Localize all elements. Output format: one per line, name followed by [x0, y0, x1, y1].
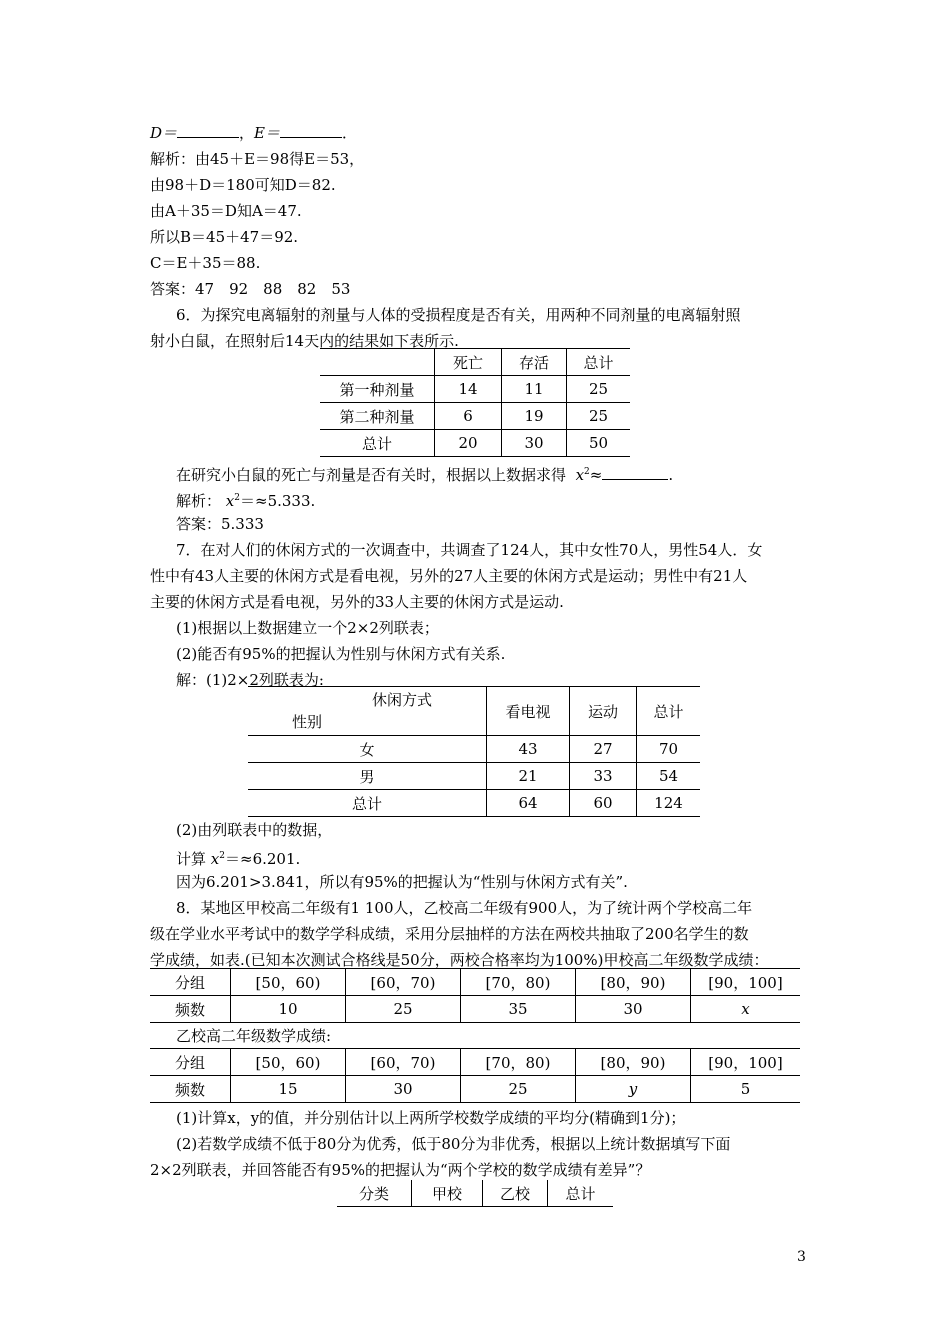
question-6-analysis: 解析： $x^2=\approx 5.333$.	[176, 492, 316, 510]
table-school-a-scores	[150, 968, 800, 1023]
question-8-text: (2)若数学成绩不低于80分为优秀，低于80分为非优秀，根据以上统计数据填写下面	[176, 1135, 731, 1153]
table-radiation	[320, 348, 630, 457]
table-cell: 35	[461, 996, 576, 1023]
table-classification	[337, 1180, 613, 1207]
table-cell: 43	[487, 736, 570, 763]
table-cell: 20	[435, 430, 502, 457]
table-cell: [90，100]	[691, 1049, 801, 1076]
text-line: 解析：由45＋E＝98得E＝53，	[150, 150, 365, 168]
question-8-text: 级在学业水平考试中的数学学科成绩，采用分层抽样的方法在两校共抽取了200名学生的数	[150, 925, 749, 943]
question-7-solution: 解：(1)2×2列联表为:	[176, 671, 324, 689]
table-cell: 5	[691, 1076, 801, 1103]
table-cell: 存活	[502, 349, 567, 376]
text-line: 所以B＝45＋47＝92.	[150, 228, 299, 246]
question-7-text: 7．在对人们的休闲方式的一次调查中，共调查了124人，其中女性70人，男性54人．女	[176, 541, 763, 559]
table-cell: [50，60)	[231, 1049, 346, 1076]
table-cell: 124	[637, 790, 701, 817]
table-cell: 甲校	[412, 1180, 483, 1207]
table-cell: 50	[567, 430, 631, 457]
table-cell: 15	[231, 1076, 346, 1103]
question-6-text: 6．为探究电离辐射的剂量与人体的受损程度是否有关，用两种不同剂量的电离辐射照	[176, 306, 741, 324]
table-cell: 21	[487, 763, 570, 790]
table-cell: 30	[346, 1076, 461, 1103]
question-6-text: 射小白鼠，在照射后14天内的结果如下表所示.	[150, 332, 459, 350]
table-cell: 64	[487, 790, 570, 817]
table-cell: 分组	[150, 1049, 231, 1076]
question-7-solution: 因为6.201>3.841，所以有95%的把握认为“性别与休闲方式有关”.	[176, 873, 628, 891]
question-6-text: 在研究小白鼠的死亡与剂量是否有关时，根据以上数据求得 $x^2\approx$ .	[176, 466, 674, 484]
table-cell: 第二种剂量	[320, 403, 435, 430]
table-cell: 看电视	[487, 687, 570, 736]
text-line: C＝E＋35＝88.	[150, 254, 261, 272]
table-cell: [80，90)	[576, 969, 691, 996]
text-line: D＝ ，E＝ ．	[150, 124, 358, 142]
table-cell: 25	[461, 1076, 576, 1103]
table-cell: 60	[570, 790, 637, 817]
question-6-answer: 答案：5.333	[176, 515, 264, 533]
text-line: 由98＋D＝180可知D＝82.	[150, 176, 336, 194]
question-7-solution: (2)由列联表中的数据，	[176, 821, 333, 839]
question-8-text: 2×2列联表，并回答能否有95%的把握认为“两个学校的数学成绩有差异”？	[150, 1161, 651, 1179]
table-cell: x	[691, 996, 801, 1023]
table-cell: 25	[346, 996, 461, 1023]
page-number: 3	[797, 1249, 806, 1265]
table-corner-cell: 休闲方式 性别	[248, 687, 487, 736]
question-8-text: 乙校高二年级数学成绩:	[176, 1027, 332, 1045]
table-cell: 总计	[248, 790, 487, 817]
table-cell: [80，90)	[576, 1049, 691, 1076]
table-cell	[320, 349, 435, 376]
table-cell: 分类	[337, 1180, 412, 1207]
table-cell: 33	[570, 763, 637, 790]
table-cell: 19	[502, 403, 567, 430]
text-line: 由A＋35＝D知A＝47.	[150, 202, 302, 220]
question-8-text: 学成绩，如表.(已知本次测试合格线是50分，两校合格率均为100%)甲校高二年级数学成绩：	[150, 951, 769, 969]
table-leisure	[248, 686, 700, 817]
table-cell: 总计	[567, 349, 631, 376]
table-cell: 分组	[150, 969, 231, 996]
table-cell: 女	[248, 736, 487, 763]
question-7-text: 主要的休闲方式是看电视，另外的33人主要的休闲方式是运动.	[150, 593, 564, 611]
question-7-text: 性中有43人主要的休闲方式是看电视，另外的27人主要的休闲方式是运动；男性中有21人	[150, 567, 748, 585]
table-cell: 30	[502, 430, 567, 457]
table-cell: 11	[502, 376, 567, 403]
table-cell: y	[576, 1076, 691, 1103]
table-cell: 乙校	[483, 1180, 548, 1207]
question-8-text: 8．某地区甲校高二年级有1 100人，乙校高二年级有900人，为了统计两个学校高二年	[176, 899, 753, 917]
table-cell: 10	[231, 996, 346, 1023]
table-cell: 54	[637, 763, 701, 790]
text-line: 答案：47 92 88 82 53	[150, 280, 351, 298]
table-cell: 总计	[548, 1180, 614, 1207]
question-7-text: (2)能否有95%的把握认为性别与休闲方式有关系.	[176, 645, 506, 663]
table-cell: 25	[567, 403, 631, 430]
table-cell: 30	[576, 996, 691, 1023]
table-cell: 总计	[320, 430, 435, 457]
question-7-solution: 计算 $x^2=\approx 6.201$.	[176, 850, 301, 868]
table-cell: [60，70)	[346, 969, 461, 996]
table-cell: 运动	[570, 687, 637, 736]
table-cell: 死亡	[435, 349, 502, 376]
table-cell: [70，80)	[461, 969, 576, 996]
table-cell: [60，70)	[346, 1049, 461, 1076]
table-cell: 25	[567, 376, 631, 403]
table-cell: [90，100]	[691, 969, 801, 996]
question-7-text: (1)根据以上数据建立一个2×2列联表；	[176, 619, 439, 637]
table-cell: 14	[435, 376, 502, 403]
table-school-b-scores	[150, 1048, 800, 1103]
table-cell: 27	[570, 736, 637, 763]
table-cell: 男	[248, 763, 487, 790]
table-cell: 总计	[637, 687, 701, 736]
table-cell: 6	[435, 403, 502, 430]
table-cell: [70，80)	[461, 1049, 576, 1076]
table-cell: 频数	[150, 1076, 231, 1103]
table-cell: 70	[637, 736, 701, 763]
table-cell: 第一种剂量	[320, 376, 435, 403]
table-cell: 频数	[150, 996, 231, 1023]
table-cell: [50，60)	[231, 969, 346, 996]
question-8-text: (1)计算x，y的值，并分别估计以上两所学校数学成绩的平均分(精确到1分)；	[176, 1109, 686, 1127]
